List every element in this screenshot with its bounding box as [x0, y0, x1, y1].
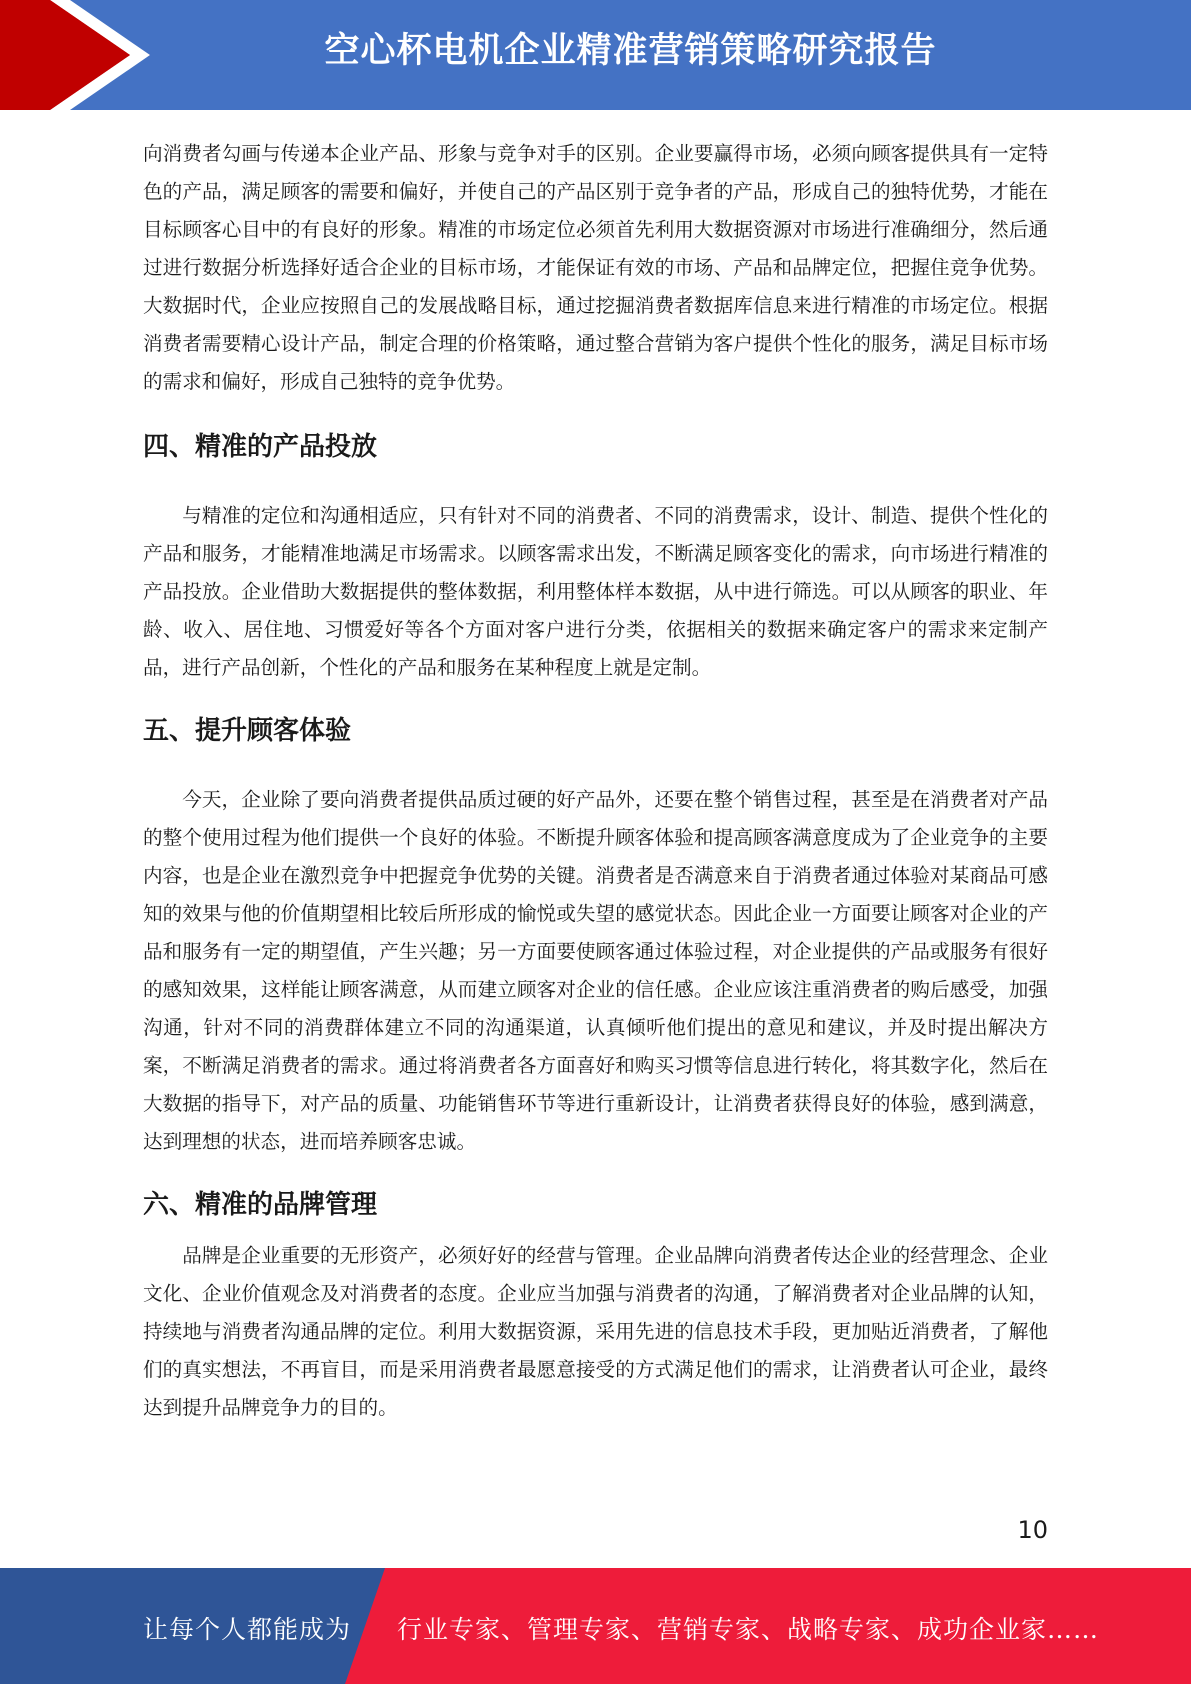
page-footer: [0, 1568, 1191, 1684]
page-number: 10: [1017, 1516, 1048, 1544]
section-heading-brand: 六、精准的品牌管理: [143, 1190, 378, 1220]
intro-paragraph: 向消费者勾画与传递本企业产品、形象与竞争对手的区别。企业要赢得市场，必须向顾客提供具有一定特色的产品，满足顾客的需要和偏好，并使自己的产品区别于竞争者的产品，形成自己的独特优势，才能在目标顾客心目中的有良好的形象。精准的市场定位必须首先利用大数据资源对市场进行准确细分，然后通过进行数据分析选择好适合企业的目标市场，才能保证有效的市场、产品和品牌定位，把握住竞争优势。大数据时代，企业应按照自己的发展战略目标，通过挖掘消费者数据库信息来进行精准的市场定位。根据消费者需要精心设计产品，制定合理的价格策略，通过整合营销为客户提供个性化的服务，满足目标市场的需求和偏好，形成自己独特的竞争优势。: [143, 142, 1048, 393]
section-paragraph-product: 与精准的定位和沟通相适应，只有针对不同的消费者、不同的消费需求，设计、制造、提供个性化的产品和服务，才能精准地满足市场需求。以顾客需求出发，不断满足顾客变化的需求，向市场进行精准的产品投放。企业借助大数据提供的整体数据，利用整体样本数据，从中进行筛选。可以从顾客的职业、年龄、收入、居住地、习惯爱好等各个方面对客户进行分类，依据相关的数据来确定客户的需求来定制产品，进行产品创新，个性化的产品和服务在某种程度上就是定制。: [143, 504, 1048, 679]
footer-slogan-left: 让每个人都能成为: [143, 1615, 352, 1644]
section-paragraph-experience: 今天，企业除了要向消费者提供品质过硬的好产品外，还要在整个销售过程，甚至是在消费者对产品的整个使用过程为他们提供一个良好的体验。不断提升顾客体验和提高顾客满意度成为了企业竞争的主要内容，也是企业在激烈竞争中把握竞争优势的关键。消费者是否满意来自于消费者通过体验对某商品可感知的效果与他的价值期望相比较后所形成的愉悦或失望的感觉状态。因此企业一方面要让顾客对企业的产品和服务有一定的期望值，产生兴趣；另一方面要使顾客通过体验过程，对企业提供的产品或服务有很好的感知效果，这样能让顾客满意，从而建立顾客对企业的信任感。企业应该注重消费者的购后感受，加强沟通，针对不同的消费群体建立不同的沟通渠道，认真倾听他们提出的意见和建议，并及时提出解决方案，不断满足消费者的需求。通过将消费者各方面喜好和购买习惯等信息进行转化，将其数字化，然后在大数据的指导下，对产品的质量、功能销售环节等进行重新设计，让消费者获得良好的体验，感到满意，达到理想的状态，进而培养顾客忠诚。: [143, 788, 1048, 1153]
page-content: [143, 135, 1048, 1427]
section-heading-product: 四、精准的产品投放: [143, 432, 378, 462]
section-paragraph-brand: 品牌是企业重要的无形资产，必须好好的经营与管理。企业品牌向消费者传达企业的经营理念、企业文化、企业价值观念及对消费者的态度。企业应当加强与消费者的沟通，了解消费者对企业品牌的认知，持续地与消费者沟通品牌的定位。利用大数据资源，采用先进的信息技术手段，更加贴近消费者，了解他们的真实想法，不再盲目，而是采用消费者最愿意接受的方式满足他们的需求，让消费者认可企业，最终达到提升品牌竞争力的目的。: [143, 1244, 1048, 1419]
footer-slogan-right: 行业专家、管理专家、营销专家、战略专家、成功企业家……: [397, 1615, 1100, 1644]
page-header: [0, 0, 1191, 110]
section-heading-experience: 五、提升顾客体验: [143, 716, 352, 746]
report-title: 空心杯电机企业精准营销策略研究报告: [324, 31, 937, 71]
